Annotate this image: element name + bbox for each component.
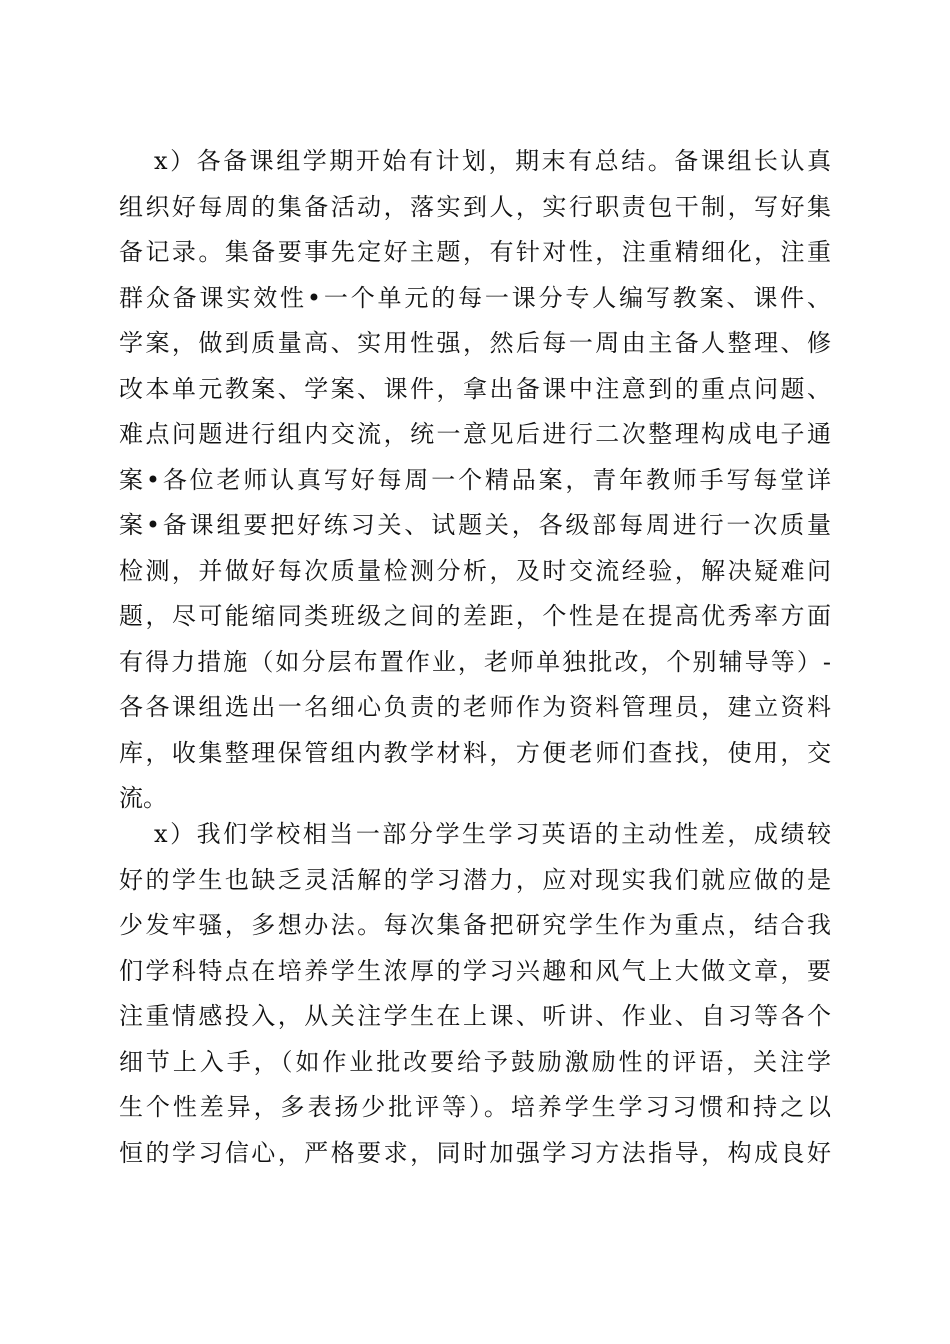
paragraph-line: 组织好每周的集备活动，落实到人，实行职责包干制，写好集 <box>119 192 831 221</box>
paragraph-2 <box>119 812 831 1176</box>
paragraph-line: 们学科特点在培养学生浓厚的学习兴趣和风气上大做文章，要 <box>119 956 831 985</box>
paragraph-1 <box>119 139 831 822</box>
paragraph-line: 生个性差异，多表扬少批评等）。培养学生学习习惯和持之以 <box>119 1093 831 1121</box>
paragraph-line: x）各备课组学期开始有计划，期末有总结。备课组长认真 <box>154 147 831 175</box>
paragraph-line: 难点问题进行组内交流，统一意见后进行二次整理构成电子通 <box>119 420 831 448</box>
paragraph-line: 各各课组选出一名细心负责的老师作为资料管理员，建立资料 <box>119 693 831 721</box>
paragraph-line: 学案，做到质量高、实用性强，然后每一周由主备人整理、修 <box>119 329 831 357</box>
paragraph-line: 改本单元教案、学案、课件，拿出备课中注意到的重点问题、 <box>119 374 831 403</box>
paragraph-line: 流。 <box>119 784 167 812</box>
paragraph-line: 好的学生也缺乏灵活解的学习潜力，应对现实我们就应做的是 <box>119 865 831 894</box>
paragraph-line: 群众备课实效性•一个单元的每一课分专人编写教案、课件、 <box>119 283 831 312</box>
paragraph-line: 备记录。集备要事先定好主题，有针对性，注重精细化，注重 <box>119 238 831 266</box>
paragraph-line: 案•备课组要把好练习关、试题关，各级部每周进行一次质量 <box>119 511 831 539</box>
paragraph-line: 有得力措施（如分层布置作业，老师单独批改，个别辅导等）- <box>119 647 831 676</box>
paragraph-line: 注重情感投入，从关注学生在上课、听讲、作业、自习等各个 <box>119 1002 831 1030</box>
paragraph-line: 少发牢骚，多想办法。每次集备把研究学生作为重点，结合我 <box>119 911 831 939</box>
paragraph-line: 题，尽可能缩同类班级之间的差距，个性是在提高优秀率方面 <box>119 602 831 630</box>
paragraph-line: 细节上入手，（如作业批改要给予鼓励激励性的评语，关注学 <box>119 1047 831 1076</box>
paragraph-line: 恒的学习信心，严格要求，同时加强学习方法指导，构成良好 <box>119 1138 831 1167</box>
paragraph-line: x）我们学校相当一部分学生学习英语的主动性差，成绩较 <box>154 820 831 848</box>
paragraph-line: 检测，并做好每次质量检测分析，及时交流经验，解决疑难问 <box>119 556 831 585</box>
paragraph-line: 案•各位老师认真写好每周一个精品案，青年教师手写每堂详 <box>119 465 831 494</box>
paragraph-line: 库，收集整理保管组内教学材料，方便老师们查找，使用，交 <box>119 738 831 767</box>
